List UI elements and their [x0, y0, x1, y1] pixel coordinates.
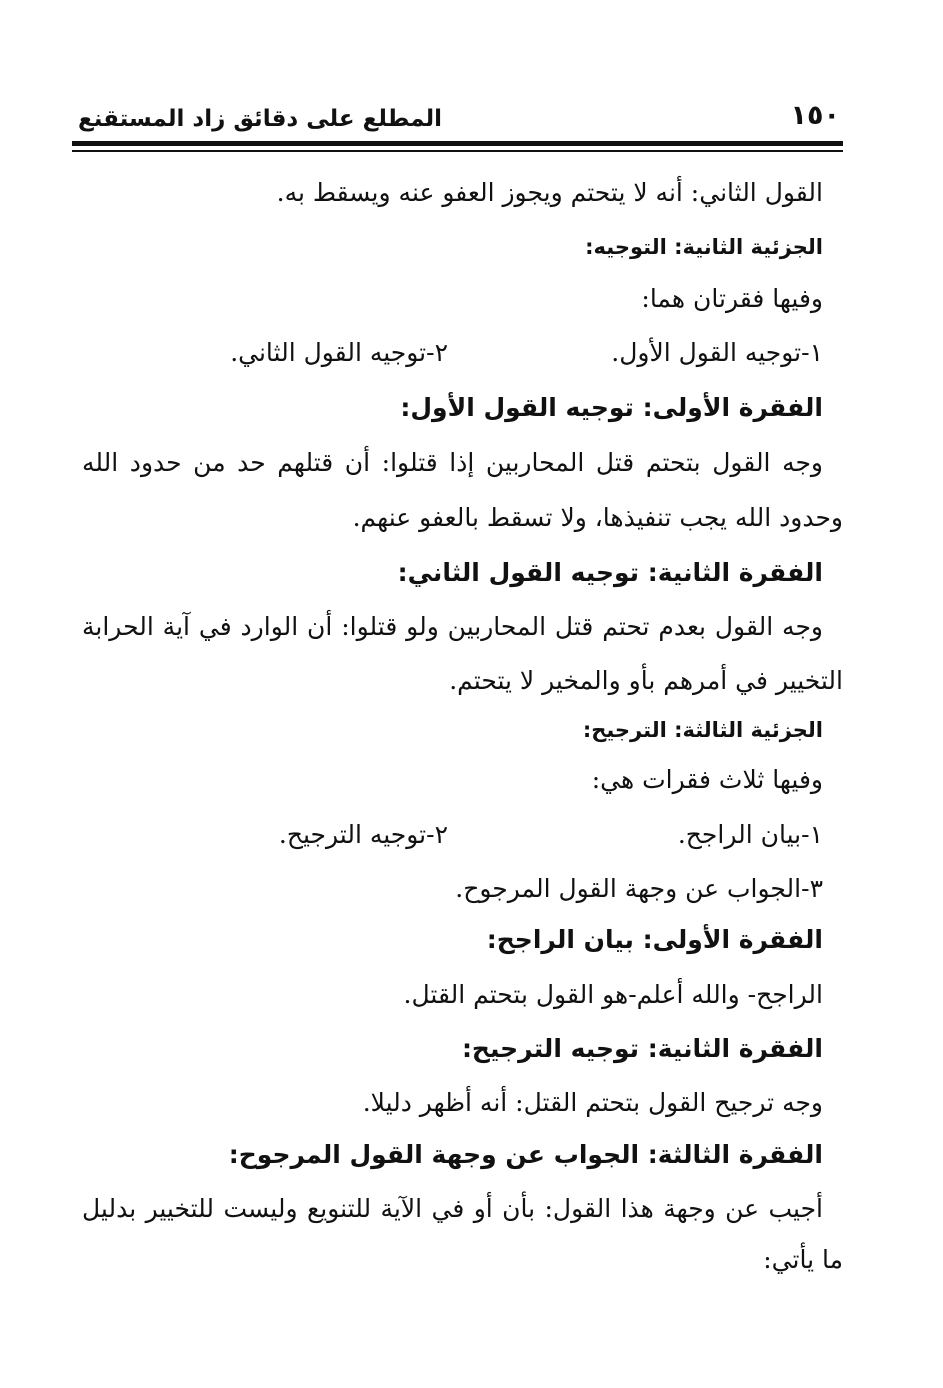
- paragraph-line: وجه القول بعدم تحتم قتل المحاربين ولو قتلوا: أن الوارد في آية الحرابة: [82, 612, 823, 641]
- paragraph-line: وجه القول بتحتم قتل المحاربين إذا قتلوا: أن قتلهم حد من حدود الله: [82, 448, 823, 477]
- header-rule-thick: [72, 141, 843, 146]
- page-header: [70, 100, 840, 140]
- header-rule-thin: [72, 150, 843, 152]
- paragraph-line: وجه ترجيح القول بتحتم القتل: أنه أظهر دليلا.: [362, 1088, 823, 1117]
- paragraph-line: وفيها ثلاث فقرات هي:: [591, 765, 823, 794]
- subsection-heading: الفقرة الثانية: توجيه القول الثاني:: [397, 558, 823, 587]
- paragraph-line: ما يأتي:: [763, 1245, 843, 1274]
- paragraph-line: وحدود الله يجب تنفيذها، ولا تسقط بالعفو عنهم.: [352, 503, 843, 532]
- list-item: ١-توجيه القول الأول.: [611, 338, 823, 367]
- paragraph-line: الراجح- والله أعلم-هو القول بتحتم القتل.: [403, 980, 823, 1009]
- paragraph-line: القول الثاني: أنه لا يتحتم ويجوز العفو عنه ويسقط به.: [276, 178, 823, 207]
- paragraph-line: التخيير في أمرهم بأو والمخير لا يتحتم.: [449, 666, 843, 695]
- subsection-heading: الفقرة الثانية: توجيه الترجيح:: [461, 1034, 823, 1063]
- subsection-heading: الفقرة الثالثة: الجواب عن وجهة القول المرجوح:: [228, 1140, 823, 1169]
- paragraph-line: أجيب عن وجهة هذا القول: بأن أو في الآية للتنويع وليست للتخيير بدليل: [82, 1194, 823, 1223]
- section-heading: الجزئية الثالثة: الترجيح:: [582, 718, 823, 742]
- subsection-heading: الفقرة الأولى: بيان الراجح:: [486, 925, 823, 954]
- section-heading: الجزئية الثانية: التوجيه:: [585, 235, 823, 259]
- page-number: ١٥٠: [790, 100, 840, 131]
- list-item: ٢-توجيه الترجيح.: [278, 820, 448, 849]
- subsection-heading: الفقرة الأولى: توجيه القول الأول:: [400, 393, 823, 422]
- book-title: المطلع على دقائق زاد المستقنع: [78, 106, 443, 132]
- list-item: ٢-توجيه القول الثاني.: [230, 338, 448, 367]
- list-item: ٣-الجواب عن وجهة القول المرجوح.: [455, 874, 823, 903]
- list-item: ١-بيان الراجح.: [677, 820, 823, 849]
- paragraph-line: وفيها فقرتان هما:: [641, 284, 823, 313]
